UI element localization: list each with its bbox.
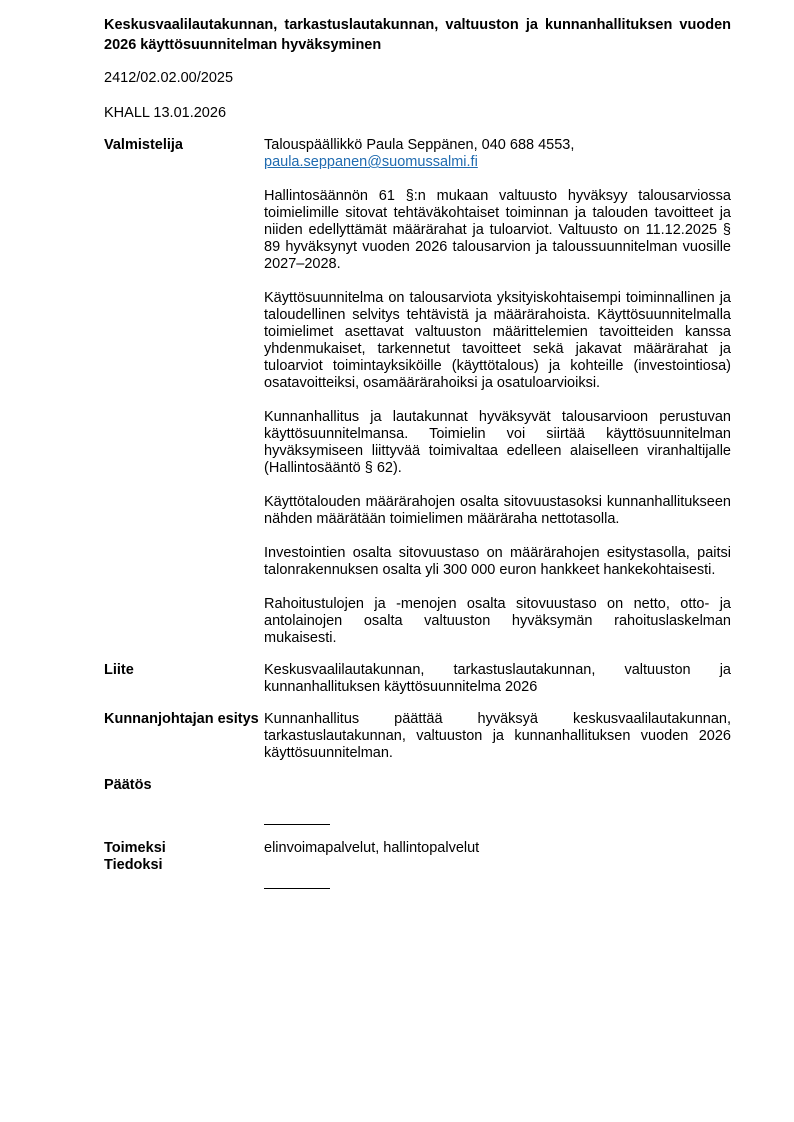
liite-label: Liite [104,662,134,678]
paatos-content [264,777,731,794]
preparer-contact [264,137,731,171]
liite-content [264,662,731,696]
toimeksi-tiedoksi-content [264,840,731,874]
toimeksi-label: Toimeksi [104,840,166,856]
case-number: 2412/02.02.00/2025 [104,70,234,86]
body-paragraph-6: Rahoitustulojen ja -menojen osalta sitovuustaso on netto, otto- ja antolainojen osalta valtuuston hyväksymän rahoituslaskelman mukaisesti. [264,596,731,646]
signature-line-2 [264,888,330,889]
section-toimeksi-tiedoksi [104,840,731,874]
body-paragraph-3: Kunnanhallitus ja lautakunnat hyväksyvät talousarvioon perustuvan käyttösuunnitelmansa. Toimielin voi siirtää käyttösuunnitelman hyväksymiseen liittyvää toimivaltaa edelleen alaiselleen viranhaltijalle (Hallintosääntö § 62). [264,409,731,476]
body-paragraph-4: Käyttötalouden määrärahojen osalta sitovuustasoksi kunnanhallitukseen nähden määrätään toimielimen määräraha nettotasolla. [264,494,731,527]
toimeksi-tiedoksi-label [104,840,264,874]
body-paragraph-5: Investointien osalta sitovuustaso on määrärahojen esitystasolla, paitsi talonrakennuksen osalta yli 300 000 euron hankkeet hankekohtaisesti. [264,545,731,578]
kunnanjohtajan-esitys-label: Kunnanjohtajan esitys [104,711,259,727]
body-paragraph-1: Hallintosäännön 61 §:n mukaan valtuusto hyväksyy talousarviossa toimielimille sitovat tehtäväkohtaiset toiminnan ja talouden tavoitteet ja niiden edellyttämät määrärahat ja tuloarviot. Valtuusto on 11.12.2025 § 89 hyväksynyt vuoden 2026 talousarvion ja taloussuunnitelman vuosille 2027–2028. [264,188,731,272]
paatos-label: Päätös [104,777,152,793]
preparer-email-link[interactable]: paula.seppanen@suomussalmi.fi [264,154,478,170]
body-paragraph-2: Käyttösuunnitelma on talousarviota yksityiskohtaisempi toiminnallinen ja taloudellinen selvitys tehtävistä ja määrärahoista. Käyttösuunnitelmalla toimielimet asettavat valtuuston määrittelemien tavoitteiden kanssa yhdenmukaiset, tarkennetut tavoitteet sekä jakavat määrärahat ja tuloarviot toimintayksiköille (käyttötalous) ja kohteille (investointiosa) osatavoitteiksi, osamäärärahoiksi ja osatuloarvioiksi. [264,290,731,391]
section-liite [104,662,731,696]
valmistelija-label: Valmistelija [104,137,183,153]
section-valmistelija [104,137,731,647]
toimeksi-tiedoksi-text: elinvoimapalvelut, hallintopalvelut [264,840,480,856]
valmistelija-content [264,137,731,647]
meeting-reference: KHALL 13.01.2026 [104,105,227,121]
kunnanjohtajan-esitys-content [264,711,731,762]
kunnanjohtajan-esitys-text: Kunnanhallitus päättää hyväksyä keskusvaalilautakunnan, tarkastuslautakunnan, valtuuston ja kunnanhallituksen vuoden 2026 käyttösuunnitelman. [264,711,731,761]
page-title: Keskusvaalilautakunnan, tarkastuslautakunnan, valtuuston ja kunnanhallituksen vuoden 2026 käyttösuunnitelman hyväksyminen [104,17,731,53]
signature-line-1 [264,824,330,825]
liite-text: Keskusvaalilautakunnan, tarkastuslautakunnan, valtuuston ja kunnanhallituksen käyttösuunnitelma 2026 [264,662,731,695]
tiedoksi-label: Tiedoksi [104,857,163,873]
section-kunnanjohtajan-esitys [104,711,731,762]
section-paatos [104,777,731,794]
preparer-contact-text: Talouspäällikkö Paula Seppänen, 040 688 4553, [264,137,575,153]
